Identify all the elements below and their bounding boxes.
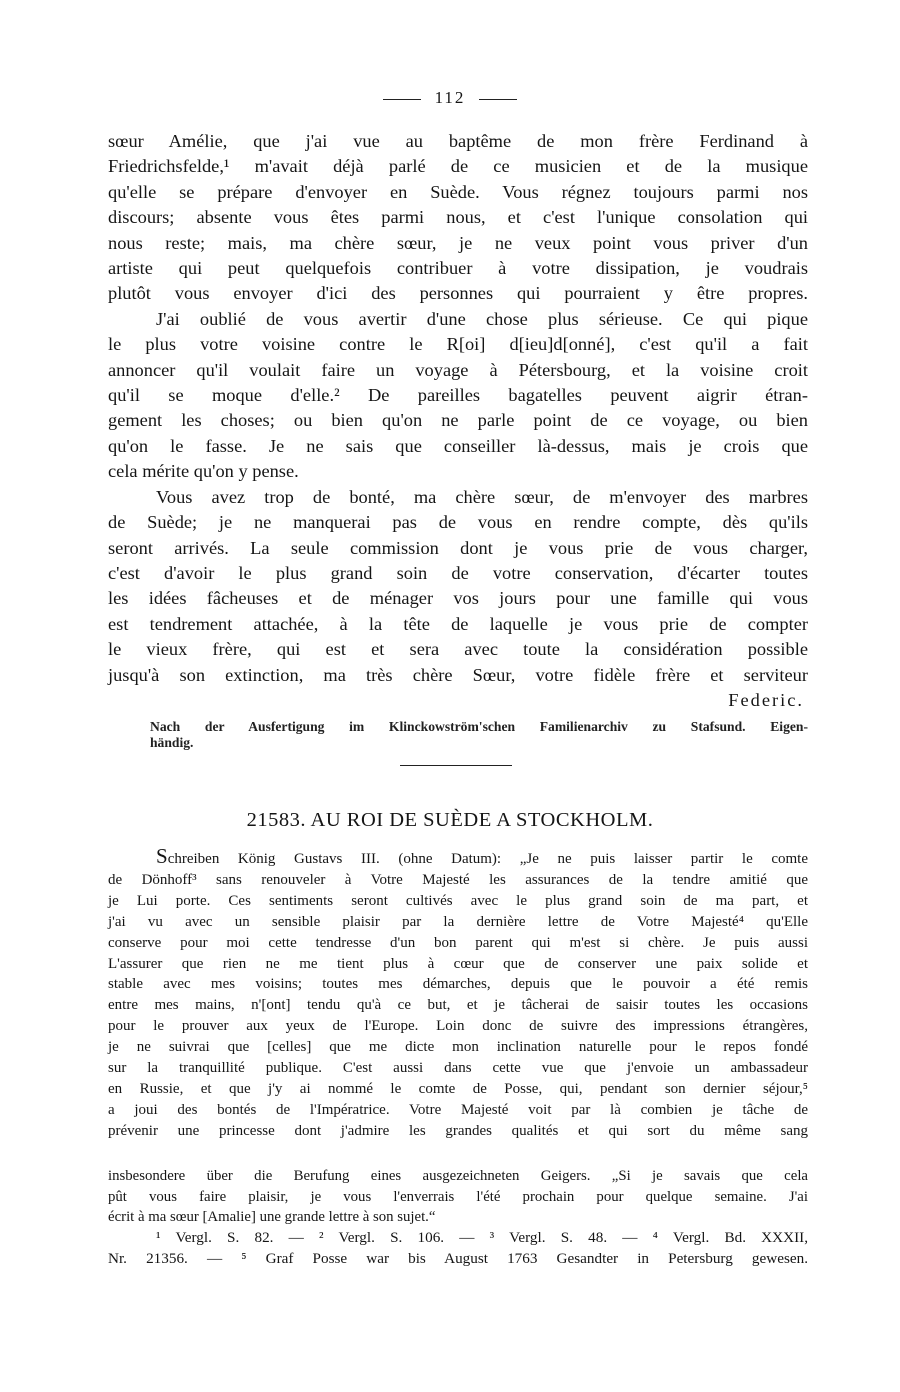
continuation-line: écrit à ma sœur [Amalie] une grande lettre à son sujet.“ — [108, 1209, 436, 1226]
continuation-line: pût vous faire plaisir, je vous l'enverrais l'été prochain pour quelque semaine. J'ai — [108, 1188, 808, 1205]
excerpt-line: pour le prouver aux yeux de l'Europe. Loin donc de suivre des impressions étrangères, — [108, 1018, 808, 1035]
excerpt-line: je Lui porte. Ces sentiments seront cultivés avec le plus grand soin de ma part, et — [108, 892, 808, 909]
source-note-line: Nach der Ausfertigung im Klinckowström'schen Familienarchiv zu Stafsund. Eigen- — [150, 719, 808, 734]
footnotes — [108, 1228, 808, 1270]
excerpt-line: j'ai vu avec un sensible plaisir par la dernière lettre de Votre Majesté⁴ qu'Elle — [108, 913, 808, 930]
letter-line: de Suède; je ne manquerai pas de vous en rendre compte, dès qu'ils — [108, 512, 808, 533]
letter-line: gement les choses; ou bien qu'on ne parle point de ce voyage, ou bien — [108, 410, 808, 431]
letter-line: annoncer qu'il voulait faire un voyage à Pétersbourg, et la voisine croit — [108, 359, 808, 380]
excerpt-first-line — [108, 846, 808, 870]
footnote-excerpt — [108, 846, 808, 1142]
header-rule-left — [383, 99, 421, 100]
footnote-line: Nr. 21356. — ⁵ Graf Posse war bis August 1763 Gesandter in Petersburg gewesen. — [108, 1249, 808, 1267]
excerpt-line: stable avec mes voisins; toutes mes démarches, depuis que le pouvoir a été remis — [108, 976, 808, 993]
footnote-line: ¹ Vergl. S. 82. — ² Vergl. S. 106. — ³ Vergl. S. 48. — ⁴ Vergl. Bd. XXXII, — [156, 1229, 808, 1246]
excerpt-line: de Dönhoff³ sans renouveler à Votre Majesté les assurances de la tendre amitié que — [108, 871, 808, 888]
letter-line: seront arrivés. La seule commission dont je vous prie de vous charger, — [108, 537, 808, 558]
letter-line: Vous avez trop de bonté, ma chère sœur, de m'envoyer des marbres — [156, 486, 808, 507]
excerpt-line: sur la tranquillité publique. C'est aussi dans cette vue que j'envoie un ambassadeur — [108, 1060, 808, 1077]
excerpt-first-line-text: chreiben König Gustavs III. (ohne Datum): „Je ne puis laisser partir le comte — [167, 851, 808, 867]
letter-line: plutôt vous envoyer d'ici des personnes qui pourraient y être propres. — [108, 283, 808, 304]
letter-line: J'ai oublié de vous avertir d'une chose plus sérieuse. Ce qui pique — [156, 308, 808, 329]
excerpt-line: entre mes mains, n'[ont] tendu qu'à ce but, et je tâcherai de saisir toutes les occasions — [108, 997, 808, 1014]
section-divider — [400, 765, 512, 766]
excerpt-line: L'assurer que rien ne me tient plus à cœur que de conserver une paix solide et — [108, 955, 808, 972]
source-note-line: händig. — [150, 735, 194, 750]
letter-text — [108, 129, 808, 713]
source-note — [150, 719, 808, 751]
excerpt-line: je ne suivrai que [celles] que me dicte mon inclination naturelle pour le repos fondé — [108, 1039, 808, 1056]
dropcap: S — [156, 844, 168, 868]
page-header — [0, 88, 900, 108]
excerpt-line: en Russie, et que j'y ai nommé le comte de Posse, qui, pendant son dernier séjour,⁵ — [108, 1080, 808, 1097]
letter-line: les idées fâcheuses et de ménager vos jours pour une famille qui vous — [108, 588, 808, 609]
letter-line: discours; absente vous êtes parmi nous, et c'est l'unique consolation qui — [108, 207, 808, 228]
letter-line: nous reste; mais, ma chère sœur, je ne veux point vous priver d'un — [108, 232, 808, 253]
letter-line: le plus votre voisine contre le R[oi] d[ieu]d[onné], c'est qu'il a fait — [108, 334, 808, 355]
footnote-continuation — [108, 1166, 808, 1228]
excerpt-line: prévenir une princesse dont j'admire les grandes qualités et qui sort du même sang — [108, 1122, 808, 1139]
page-number: 112 — [434, 88, 466, 107]
letter-line: c'est d'avoir le plus grand soin de votre conservation, d'écarter toutes — [108, 562, 808, 583]
excerpt-line: a joui des bontés de l'Impératrice. Votre Majesté voit par là combien je tâche de — [108, 1101, 808, 1118]
header-rule-right — [479, 99, 517, 100]
signature: Federic. — [728, 689, 804, 710]
letter-line: cela mérite qu'on y pense. — [108, 461, 299, 482]
letter-line: jusqu'à son extinction, ma très chère Sœur, votre fidèle frère et serviteur — [108, 664, 808, 685]
letter-line: qu'on le fasse. Je ne sais que conseiller là-dessus, mais je crois que — [108, 435, 808, 456]
excerpt-line: conserve pour moi cette tendresse d'un bon parent qui m'est si chère. Je puis aussi — [108, 934, 808, 951]
letter-line: est tendrement attachée, à la tête de laquelle je vous prie de compter — [108, 613, 808, 634]
section-heading: 21583. AU ROI DE SUÈDE A STOCKHOLM. — [246, 809, 654, 831]
letter-line: le vieux frère, qui est et sera avec toute la considération possible — [108, 639, 808, 660]
letter-line: sœur Amélie, que j'ai vue au baptême de mon frère Ferdinand à — [108, 131, 808, 151]
letter-line: artiste qui peut quelquefois contribuer à votre dissipation, je voudrais — [108, 258, 808, 279]
letter-line: qu'il se moque d'elle.² De pareilles bagatelles peuvent aigrir étran- — [108, 385, 808, 406]
letter-line: Friedrichsfelde,¹ m'avait déjà parlé de ce musicien et de la musique — [108, 156, 808, 177]
continuation-line: insbesondere über die Berufung eines ausgezeichneten Geigers. „Si je savais que cela — [108, 1168, 808, 1184]
letter-line: qu'elle se prépare d'envoyer en Suède. Vous régnez toujours parmi nos — [108, 181, 808, 202]
